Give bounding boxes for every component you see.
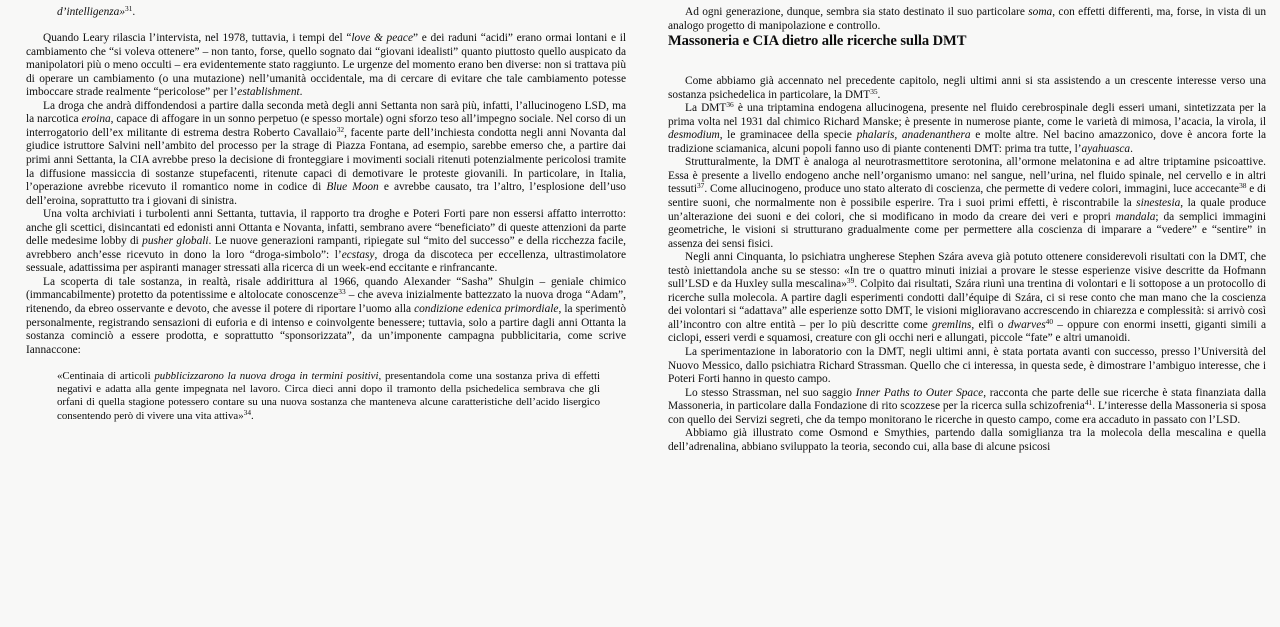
column-gutter — [626, 6, 668, 627]
footnote-marker: 33 — [338, 287, 346, 297]
italic-run: Inner Paths to Outer Space — [855, 386, 984, 399]
paragraph-p2 — [26, 100, 626, 208]
text-run: Una volta archiviati i turbolenti anni Settanta, tuttavia, il rapporto tra droghe e Poteri Forti pare non essersi affatto interrotto: anche gli scettici, disincantati ed edonisti anni Ottanta e Novanta, infatti, sembrano avere “beneficiato” di queste attenzioni da parte delle medesime lobby di — [26, 208, 626, 248]
blockquote-iannaccone — [57, 370, 600, 424]
paragraph-r7 — [668, 427, 1266, 454]
italic-run: pusher globali — [142, 235, 209, 248]
footnote-marker: 38 — [1239, 181, 1247, 191]
text-run: , — [894, 129, 902, 142]
italic-run: gremlins — [932, 318, 972, 331]
text-run: . L’interesse della Massoneria si sposa con quello dei Servizi segreti, che da tempo monitorano le ricerche in questo campo, come era accaduto in passato con l’LSD. — [668, 400, 1266, 426]
text-run: , presentandola come una sostanza priva di effetti negativi e adatta alla gente impegnata nel lavoro. Circa dieci anni dopo il tramonto della psichedelica sembrava che gli orfani di quella stagione potessero contare su una nuova sostanza che manteneva alcune caratteristiche dell’acido lisergico consentendo però di vivere una vita attiva» — [57, 369, 600, 422]
footnote-marker: 41 — [1084, 398, 1093, 408]
text-run: La DMT — [685, 102, 727, 115]
italic-run: mandala — [1115, 210, 1156, 223]
footnote-marker: 32 — [336, 124, 345, 134]
text-run: , capace di affogare in un sonno perpetuo (e spesso mortale) ogni sforzo teso all’impegno sociale. Nel corso di un interrogatorio dell’ex militante di estrema destra Roberto Cavallaio — [26, 113, 626, 139]
text-run: Ad ogni generazione, dunque, sembra sia stato destinato il suo particolare — [685, 6, 1029, 18]
carryover-quote-italic: d’intelligenza» — [57, 6, 126, 18]
italic-run: eroina — [81, 113, 111, 126]
carryover-quote-trailing: . — [132, 6, 136, 18]
italic-run: pubblicizzarono la nuova droga in termini positivi — [154, 369, 379, 382]
footnote-marker: 34 — [243, 407, 251, 417]
footnote-marker: 37 — [696, 181, 705, 191]
text-run: , le graminacee della specie — [719, 129, 857, 142]
italic-run: desmodium — [668, 129, 720, 142]
text-run: Come abbiamo già accennato nel precedente capitolo, negli ultimi anni si sta assistendo a un crescente interesse verso una sostanza psichedelica in particolare, la DMT — [668, 75, 1266, 101]
text-run: – oppure con enormi insetti, giganti simili a ciclopi, esseri verdi e squamosi, creature con gli occhi neri e allungati, piccole “fate” e altri umanoidi. — [668, 318, 1266, 345]
paragraph-r6 — [668, 387, 1266, 428]
italic-run: establishment — [237, 86, 300, 99]
text-run: , con effetti differenti, ma, forse, in vista di un analogo progetto di manipolazione e controllo. — [668, 6, 1266, 32]
text-run: Lo stesso Strassman, nel suo saggio — [685, 386, 856, 399]
text-run: , droga da discoteca per eccellenza, ultrastimolatore sessuale, adattissima per aspiranti manager stressati alla ricerca di un week-end eccitante e rinfrancante. — [26, 248, 626, 275]
text-run: e avrebbe causato, tra l’altro, l’esplosione dell’uso dell’eroina, soprattutto tra i giovani di sinistra. — [26, 181, 626, 207]
text-run: . Colpito dai risultati, Szára riunì una trentina di volontari e li sottopose a un protocollo di ricerche sulla molecola. A partire dagli esperimenti condotti dall’équipe di Szára, ci si rese conto che man mano che la coscienza dei volontari si “adattava” alle esperienze sotto DMT, le visioni miglioravano accrescendo in chiarezza e complessità: si arrivò così all’incontro con altre entità – per lo più descritte come — [668, 278, 1266, 331]
text-run: , la quale produce un’alterazione dei suoni e dei colori, che si modificano in modo da creare dei veri e propri — [668, 197, 1266, 223]
italic-run: anadenanthera — [901, 129, 971, 142]
text-run: La droga che andrà diffondendosi a partire dalla seconda metà degli anni Settanta non sarà più, infatti, l’allucinogeno LSD, ma la narcotica — [26, 99, 626, 126]
text-run: . — [251, 409, 254, 422]
text-run: ; da semplici immagini geometriche, le visioni si strutturano gradualmente come per permettere alla coscienza di imparare a “vedere” e “sentire” in assenza dei sensi fisici. — [668, 210, 1267, 250]
text-run: Quando Leary rilascia l’intervista, nel 1978, tuttavia, i tempi del “ — [43, 32, 352, 45]
paragraph-r3 — [668, 156, 1266, 251]
paragraph-intro — [668, 6, 1266, 33]
footnote-marker: 39 — [846, 276, 855, 286]
italic-run: love & peace — [351, 32, 413, 45]
text-run: , facente parte dell’inchiesta condotta negli anni Novanta dal giudice istruttore Salvini nell’ambito del processo per la strage di Piazza Fontana, ad esempio, sarebbe emerso che, a partire dai primi anni Settanta, la CIA avrebbe preso la decisione di fronteggiare i movimenti sociali ritenuti potenzialmente pericolosi tramite la diffusione massiccia di sostanze stupefacenti, ritenute capaci di demotivare le proteste giovanili. In particolare, in Italia, l’operazione avrebbe ricevuto il romantico nome in codice di — [26, 126, 626, 194]
text-run: , racconta che parte delle sue ricerche è stata finanziata dalla Massoneria, in particolare dalla Fondazione di rito scozzese per la ricerca sulla schizofrenia — [668, 386, 1266, 413]
text-run: . — [1130, 142, 1133, 155]
right-column — [668, 6, 1266, 627]
italic-run: ecstasy — [341, 248, 375, 261]
italic-run: Blue Moon — [326, 181, 379, 194]
text-run: , la sperimentò personalmente, registrando sensazioni di euforia e di intenso e coinvolgente benessere; tuttavia, solo a partire dagli anni Ottanta la sostanza cominciò a essere prodotta, e soprattutto “sponsorizzata”, da un’imponente campagna pubblicitaria, come scrive Iannaccone: — [26, 302, 626, 356]
text-run: La sperimentazione in laboratorio con la DMT, negli ultimi anni, è stata portata avanti con successo, presso l’Università del Nuovo Messico, dallo psichiatra Richard Strassman. Quello che ci interessa, in questa sede, è dimostrare l’ambiguo interesse, che i Poteri Forti hanno in questo campo. — [668, 346, 1266, 386]
text-run: Negli anni Cinquanta, lo psichiatra ungherese Stephen Szára aveva già potuto ottenere considerevoli risultati con la DMT, che testò iniettandola anche su se stesso: «In tre o quattro minuti iniziai a provare le stesse esperienze visive descritte da Hofmann sull’LSD e da Huxley sulla mescalina» — [668, 251, 1266, 291]
paragraph-p1 — [26, 32, 626, 100]
text-run: La scoperta di tale sostanza, in realtà, risale addirittura al 1966, quando Alexander “Sasha” Shulgin – geniale chimico (immancabilmente) protetto da potentissime e altolocate conoscenze — [26, 275, 626, 302]
carryover-quote-line — [26, 3, 626, 20]
text-run: Abbiamo già illustrato come Osmond e Smythies, partendo dalla somiglianza tra la molecola della mescalina e quella dell’adrenalina, abbiano sviluppato la teoria, secondo cui, alla base di alcune psicosi — [668, 427, 1266, 453]
text-run: «Centinaia di articoli — [57, 369, 155, 382]
footnote-marker: 36 — [726, 100, 734, 109]
text-run: . — [299, 86, 303, 99]
paragraph-r5 — [668, 346, 1266, 387]
italic-run: sinestesia — [1136, 197, 1181, 210]
paragraph-p3 — [26, 208, 626, 276]
text-run: – che aveva inizialmente battezzato la nuova droga “Adam”, ritenendo, da ebreo osservante e devoto, che avesse il potere di riportare l’uomo alla — [26, 289, 626, 315]
text-run: ” e dei raduni “acidi” erano ormai lontani e il cambiamento che “si voleva ottenere” – non tanto, forse, quello sognato dai “giovani idealisti” quanto piuttosto quello auspicato da manipolatori più o meno occulti – era evidentemente stato raggiunto. Le urgenze del momento erano ben diverse: non si trattava più di operare un cambiamento (o una mutazione) nell’umanità occidentale, ma di cercare di evitare che tale cambiamento potesse imboccare strade realmente “pericolose” per l’ — [26, 32, 626, 99]
paragraph-r1 — [668, 75, 1266, 102]
text-run: Strutturalmente, la DMT è analoga al neurotrasmettitore serotonina, all’ormone melatonina e ad altre triptamine psicoattive. Essa è presente a livello endogeno anche nell’organismo umano: nel sangue, nell’urina, nel fluido spinale, nel cervello e in altri tessuti — [668, 156, 1266, 196]
paragraph-r4 — [668, 251, 1266, 346]
section-heading: Massoneria e CIA dietro alle ricerche sulla DMT — [668, 33, 967, 50]
footnote-marker: 40 — [1045, 316, 1054, 326]
footnote-marker-31: 31 — [125, 3, 133, 13]
blockquote-text — [57, 370, 600, 424]
text-run: . Come allucinogeno, produce uno stato alterato di coscienza, che permette di vedere colori, immagini, luce accecante — [704, 183, 1240, 196]
text-run: . — [877, 88, 881, 101]
italic-run: condizione edenica primordiale — [414, 302, 559, 315]
italic-run: ayahuasca — [1081, 142, 1131, 155]
text-run: è una triptamina endogena allucinogena, presente nel fluido cerebrospinale degli esseri umani, sintetizzata per la prima volta nel 1931 dal chimico Richard Manske; è presente in numerose piante, come le varietà di mimosa, l’acacia, la virola, il — [668, 102, 1267, 128]
text-run: e molte altre. Nel bacino amazzonico, dove è ancora forte la tradizione sciamanica, alcuni popoli fanno uso di piante contenenti DMT: prima tra tutte, l’ — [668, 129, 1266, 155]
footnote-marker: 35 — [870, 86, 878, 96]
text-run: , elfi o — [971, 318, 1008, 331]
paragraph-p4 — [26, 276, 626, 357]
italic-run: soma — [1028, 6, 1053, 18]
paragraph-r2 — [668, 102, 1266, 156]
italic-run: dwarves — [1007, 318, 1046, 331]
left-column — [26, 3, 626, 627]
italic-run: phalaris — [856, 129, 895, 142]
text-run: e di sentire suoni, che normalmente non è possibile esperire. Tra i suoi primi effetti, è riscontrabile la — [668, 183, 1266, 210]
text-run: . Le nuove generazioni rampanti, ripiegate sul “mito del successo” e della ricchezza facile, avrebbero anch’esse ricevuto in dono la loro “droga-simbolo”: l’ — [26, 235, 626, 261]
